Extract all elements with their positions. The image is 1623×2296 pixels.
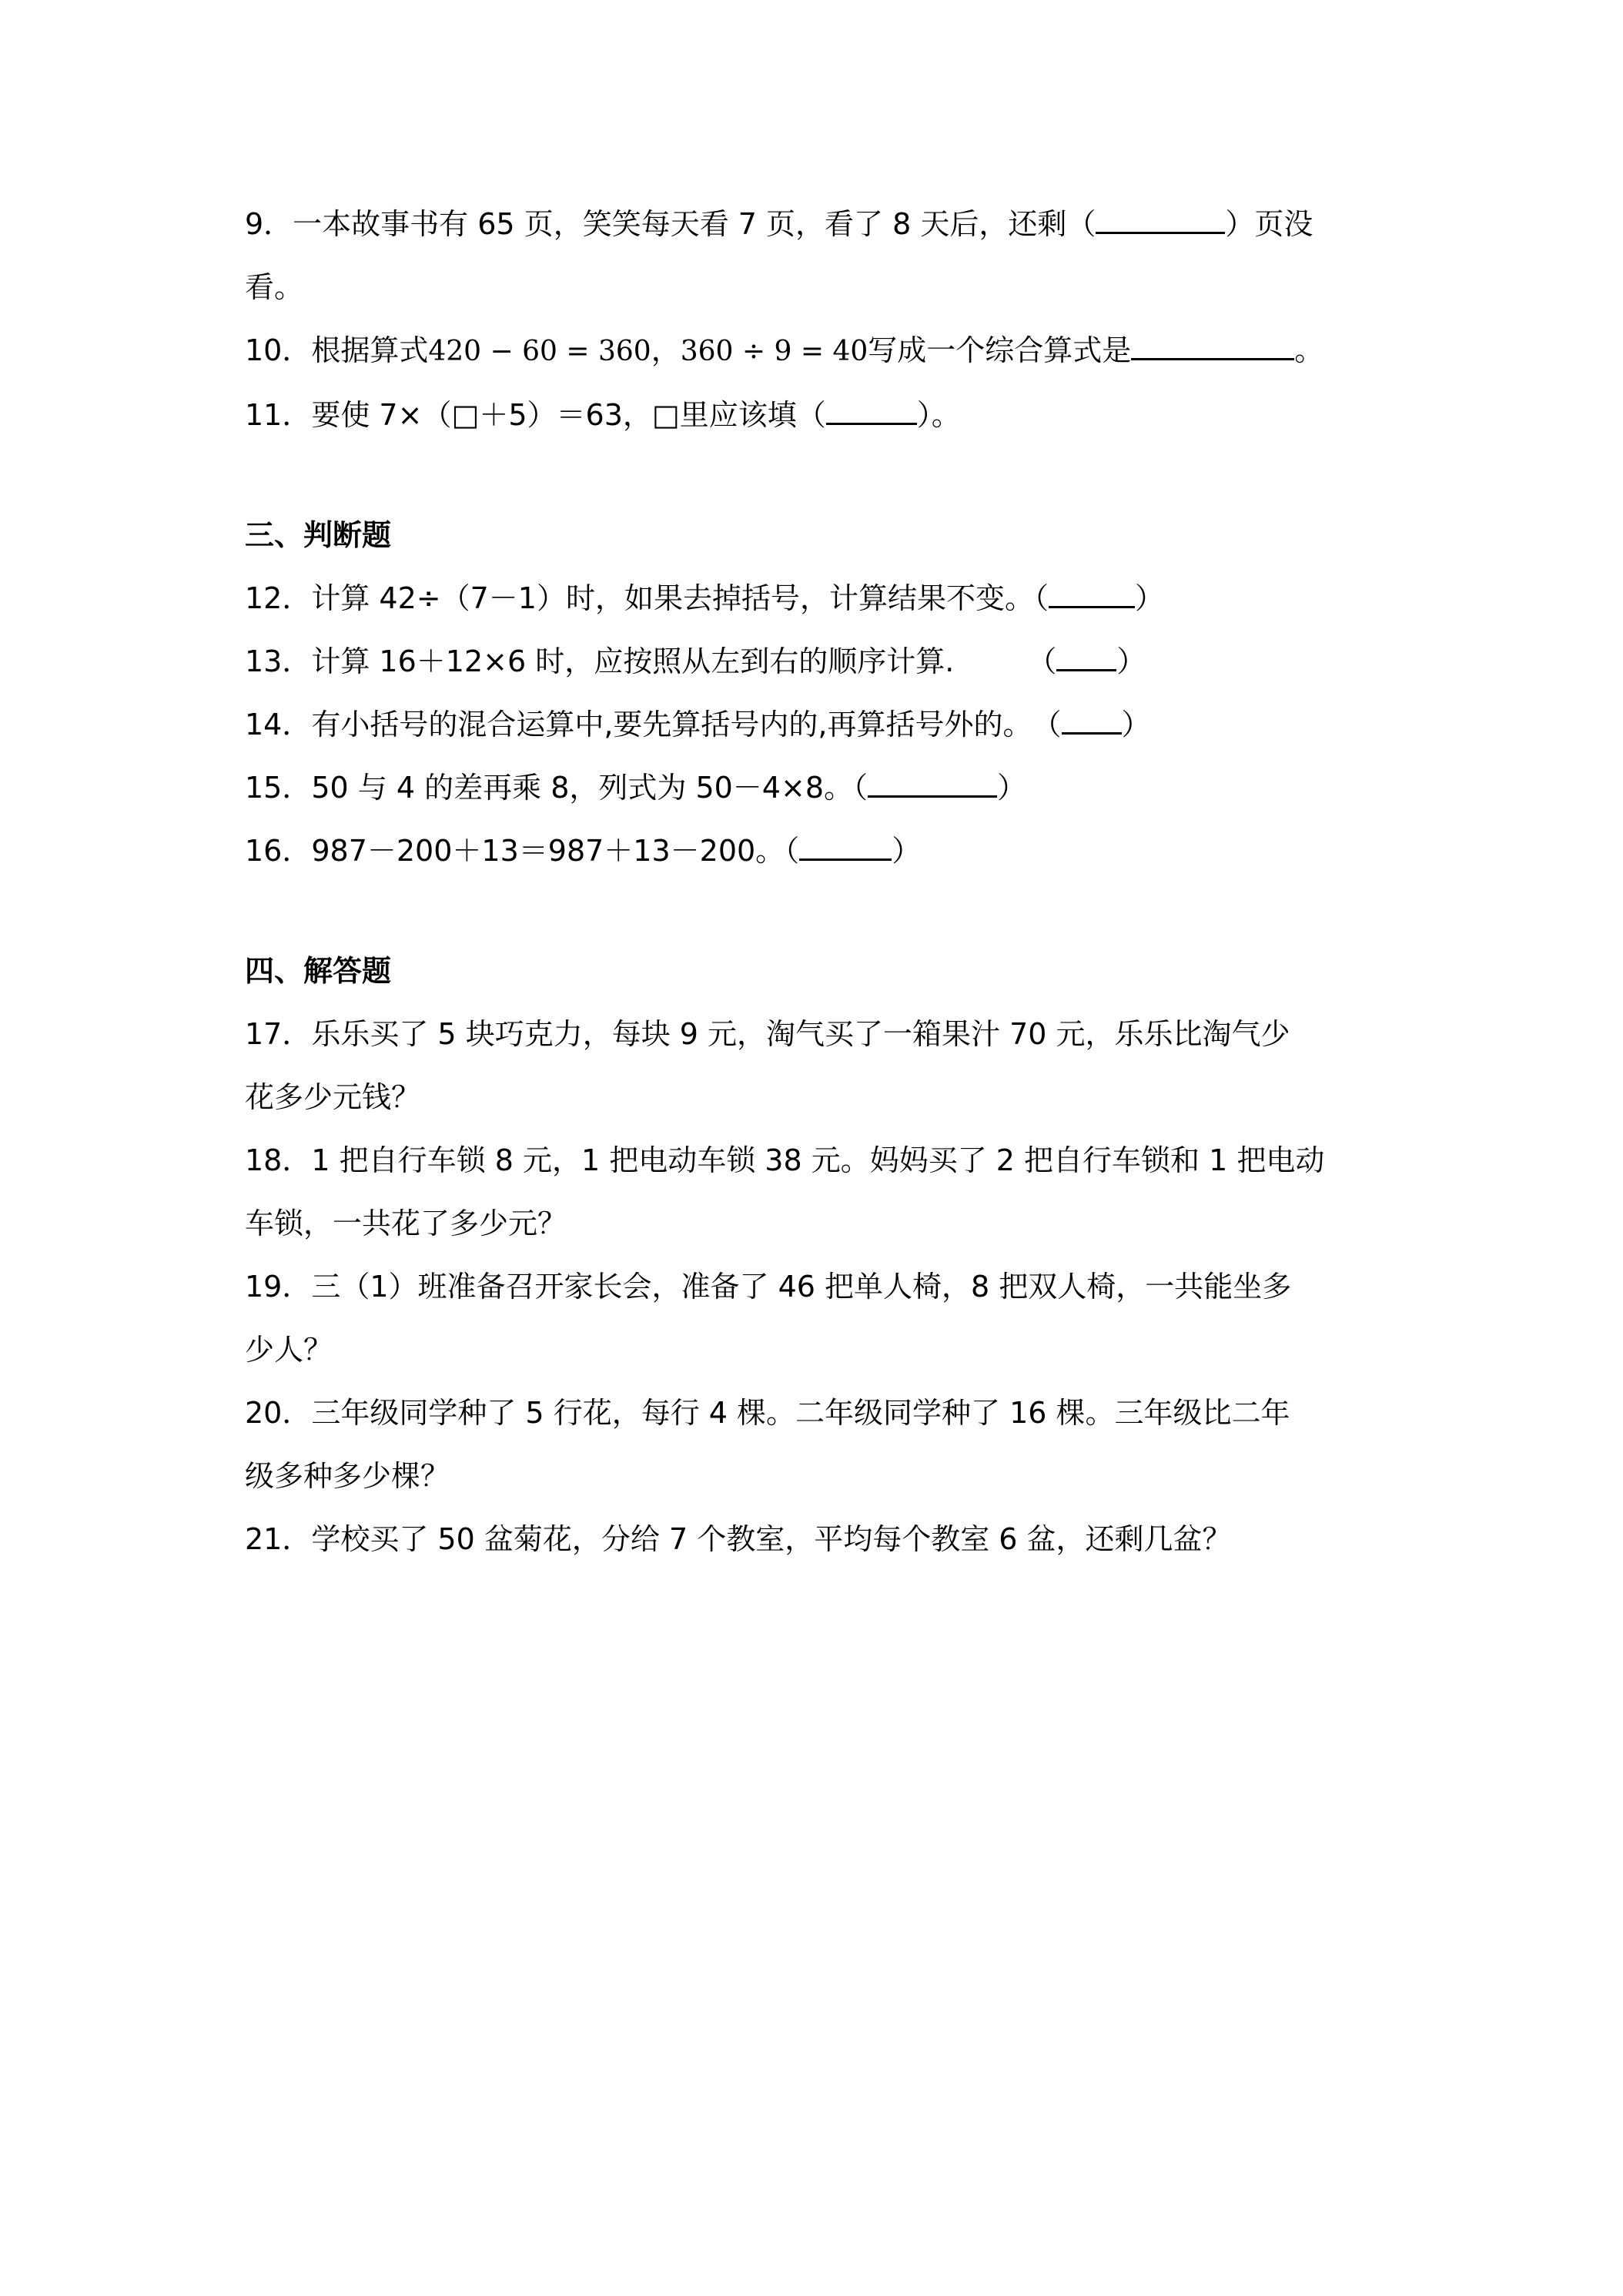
question-11 bbox=[245, 383, 1384, 447]
question-14 bbox=[245, 693, 1384, 756]
question-9-continued bbox=[245, 256, 1384, 319]
question-11-text-end: ）。 bbox=[916, 398, 961, 432]
question-13-text-end: ） bbox=[1116, 644, 1146, 678]
question-10 bbox=[245, 319, 1384, 383]
question-14-text: 14．有小括号的混合运算中,要先算括号内的,再算括号外的。 （ bbox=[245, 708, 1062, 741]
question-9 bbox=[245, 192, 1384, 256]
question-16-text-end: ） bbox=[892, 834, 922, 868]
equation-2: 360 ÷ 9 = 40 bbox=[680, 336, 868, 367]
question-12-text: 12．计算 42÷（7－1）时，如果去掉括号，计算结果不变。（ bbox=[245, 581, 1049, 615]
worksheet-page bbox=[245, 192, 1384, 1571]
question-20: 20．三年级同学种了 5 行花，每行 4 棵。二年级同学种了 16 棵。三年级比二年 bbox=[245, 1396, 1290, 1430]
equation-1: 420 − 60 = 360 bbox=[428, 336, 651, 367]
section-heading-answer: 四、解答题 bbox=[245, 954, 392, 988]
question-19: 19．三（1）班准备召开家长会，准备了 46 把单人椅，8 把双人椅，一共能坐多 bbox=[245, 1270, 1292, 1304]
question-15-text-end: ） bbox=[997, 771, 1027, 805]
question-13 bbox=[245, 630, 1384, 693]
question-15 bbox=[245, 756, 1384, 819]
question-21: 21．学校买了 50 盆菊花，分给 7 个教室，平均每个教室 6 盆，还剩几盆？ bbox=[245, 1522, 1232, 1556]
question-16 bbox=[245, 819, 1384, 882]
answer-blank[interactable] bbox=[1096, 206, 1225, 234]
section-spacer bbox=[245, 882, 1384, 939]
question-9-text: 9．一本故事书有 65 页，笑笑每天看 7 页，看了 8 天后，还剩（ bbox=[245, 207, 1096, 241]
answer-blank[interactable] bbox=[1131, 332, 1294, 360]
question-10-text: 10．根据算式 bbox=[245, 333, 429, 367]
answer-blank[interactable] bbox=[799, 832, 892, 861]
question-13-text: 13．计算 16＋12×6 时，应按照从左到右的顺序计算. （ bbox=[245, 644, 1057, 678]
question-10-text-mid: 写成一个综合算式是 bbox=[868, 333, 1132, 367]
question-12-text-end: ） bbox=[1134, 581, 1164, 615]
question-9-text-cont: 看。 bbox=[245, 270, 304, 304]
question-17: 17．乐乐买了 5 块巧克力，每块 9 元，淘气买了一箱果汁 70 元，乐乐比淘气少 bbox=[245, 1017, 1290, 1051]
question-11-text: 11．要使 7×（□＋5）＝63，□里应该填（ bbox=[245, 398, 826, 432]
answer-blank[interactable] bbox=[1056, 643, 1116, 671]
question-20-continued: 级多种多少棵？ bbox=[245, 1459, 450, 1493]
question-12 bbox=[245, 567, 1384, 630]
answer-blank[interactable] bbox=[1062, 706, 1122, 735]
answer-blank[interactable] bbox=[826, 397, 917, 425]
comma: ， bbox=[651, 333, 681, 367]
question-18-continued: 车锁，一共花了多少元？ bbox=[245, 1207, 567, 1240]
section-spacer bbox=[245, 447, 1384, 504]
question-14-text-end: ） bbox=[1121, 708, 1151, 741]
question-18: 18．1 把自行车锁 8 元，1 把电动车锁 38 元。妈妈买了 2 把自行车锁和 1 把电动 bbox=[245, 1143, 1325, 1177]
question-16-text: 16．987－200＋13＝987＋13－200。（ bbox=[245, 834, 800, 868]
question-10-text-end: 。 bbox=[1294, 333, 1324, 367]
question-17-continued: 花多少元钱？ bbox=[245, 1080, 421, 1114]
section-heading-judge: 三、判断题 bbox=[245, 518, 392, 552]
answer-blank[interactable] bbox=[868, 769, 997, 798]
question-9-text-end: ）页没 bbox=[1225, 207, 1313, 241]
question-15-text: 15．50 与 4 的差再乘 8，列式为 50－4×8。（ bbox=[245, 771, 868, 805]
question-19-continued: 少人？ bbox=[245, 1333, 333, 1367]
answer-blank[interactable] bbox=[1049, 580, 1135, 608]
